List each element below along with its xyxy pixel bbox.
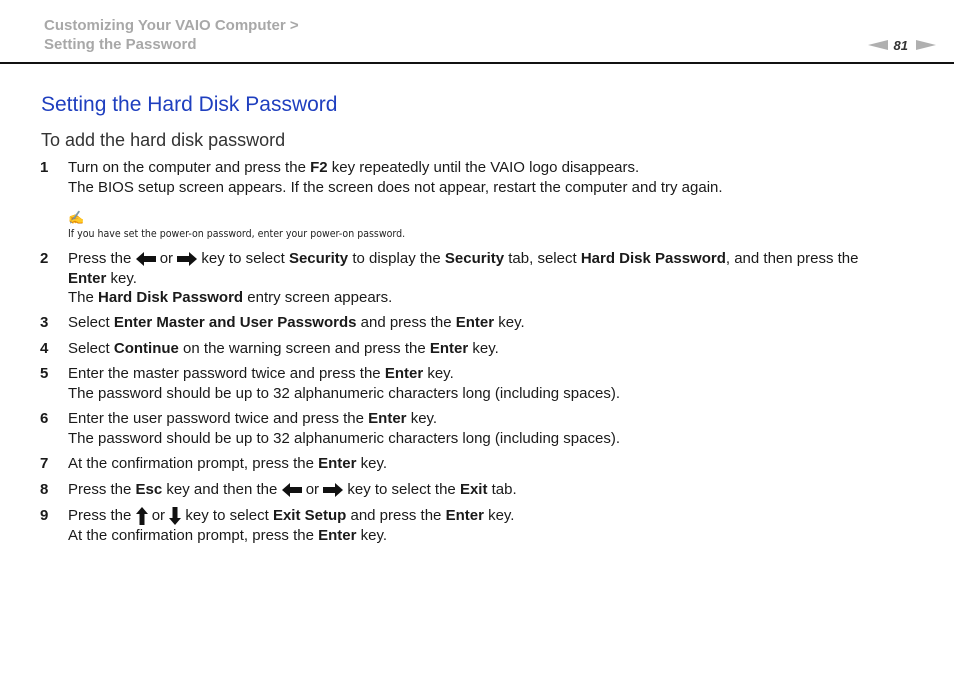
key-name: Enter (455, 314, 495, 331)
up-arrow-icon (136, 507, 148, 525)
step-2 (40, 249, 920, 308)
step-text: and press the (350, 507, 442, 524)
step-text: key. (110, 269, 137, 287)
right-arrow-icon (177, 252, 197, 266)
header-divider (0, 62, 954, 64)
step-text: Press the (68, 481, 132, 498)
step-number: 4 (40, 340, 49, 357)
procedure-subtitle: To add the hard disk password (41, 130, 286, 150)
step-text: key to select the (347, 481, 456, 498)
key-name: Security (288, 250, 349, 267)
step-text: key and then the (166, 481, 278, 498)
step-text: key. (360, 526, 388, 544)
step-text: key. (427, 365, 454, 382)
step-text: Enter the user password twice and press the (68, 410, 364, 427)
key-name: Enter (368, 410, 407, 427)
key-name: Enter Master and User Passwords (113, 314, 357, 331)
page-title: Setting the Hard Disk Password (41, 93, 338, 116)
key-name: Hard Disk Password (98, 289, 244, 306)
step-result: The password should be up to 32 alphanumeric characters long (including spaces). (68, 429, 620, 447)
step-text: key. (488, 507, 515, 524)
left-arrow-icon (136, 252, 156, 266)
breadcrumb-chapter[interactable]: Customizing Your VAIO Computer > (44, 17, 299, 34)
down-arrow-icon (169, 507, 181, 525)
step-text: key to select (201, 250, 285, 267)
breadcrumb-section[interactable]: Setting the Password (44, 36, 197, 53)
step-text: key repeatedly until the VAIO logo disappears. (331, 159, 640, 176)
step-text: At the confirmation prompt, press the (68, 526, 314, 544)
step-number: 2 (40, 250, 49, 267)
key-name: Exit Setup (272, 507, 347, 524)
step-text: Press the (68, 250, 132, 267)
step-text: key. (472, 340, 499, 357)
page-header (0, 0, 954, 64)
step-text: key to select (185, 507, 269, 524)
note-text: If you have set the power-on password, enter your power-on password. (68, 227, 406, 240)
step-text: Select (68, 340, 110, 357)
step-number: 9 (40, 507, 49, 524)
step-7 (40, 454, 920, 474)
step-3 (40, 313, 920, 333)
key-name: Security (444, 250, 505, 267)
step-number: 6 (40, 410, 49, 427)
step-text: key. (360, 455, 388, 472)
step-number: 5 (40, 365, 49, 382)
step-text: or (159, 250, 174, 267)
step-5 (40, 364, 920, 403)
step-text: and press the (360, 314, 452, 331)
key-name: Hard Disk Password (580, 250, 726, 267)
step-result: The (68, 289, 94, 306)
step-text: on the warning screen and press the (183, 340, 426, 357)
step-result: The BIOS setup screen appears. If the screen does not appear, restart the computer and try again. (68, 178, 723, 196)
step-number: 7 (40, 455, 49, 472)
step-text: Press the (68, 507, 132, 524)
page-number: 81 (893, 37, 908, 53)
step-number: 3 (40, 314, 49, 331)
step-text: At the confirmation prompt, press the (68, 455, 314, 472)
step-text: Enter the master password twice and press the (68, 365, 381, 382)
step-6 (40, 409, 920, 448)
step-result: entry screen appears. (247, 289, 393, 306)
step-text: or (151, 507, 166, 524)
key-name: Enter (68, 269, 107, 287)
step-text: or (305, 481, 320, 498)
key-name: Enter (318, 455, 357, 472)
key-name: F2 (310, 159, 328, 176)
step-1 (40, 158, 920, 197)
step-text: Turn on the computer and press the (68, 159, 306, 176)
right-arrow-icon (323, 483, 343, 497)
key-name: Continue (113, 340, 179, 357)
step-text: to display the (352, 250, 441, 267)
next-page-icon[interactable] (916, 40, 936, 50)
step-text: tab. (491, 481, 517, 498)
page-navigator (868, 37, 936, 53)
step-number: 1 (40, 159, 49, 176)
step-text: key. (498, 314, 525, 331)
pencil-icon: ✍ (68, 210, 85, 225)
step-4 (40, 339, 920, 359)
key-name: Enter (384, 365, 424, 382)
step-text: , and then press the (725, 250, 859, 267)
step-text: key. (410, 410, 438, 427)
step-9 (40, 506, 920, 545)
key-name: Esc (135, 481, 163, 498)
step-result: The password should be up to 32 alphanumeric characters long (including spaces). (68, 384, 620, 402)
key-name: Enter (429, 340, 469, 357)
key-name: Enter (318, 526, 357, 544)
key-name: Exit (459, 481, 488, 498)
step-text: tab, select (508, 250, 577, 267)
previous-page-icon[interactable] (868, 40, 888, 50)
left-arrow-icon (282, 483, 302, 497)
step-8 (40, 480, 920, 500)
step-text: Select (68, 314, 110, 331)
step-number: 8 (40, 481, 49, 498)
key-name: Enter (445, 507, 484, 524)
note-box (68, 211, 460, 240)
